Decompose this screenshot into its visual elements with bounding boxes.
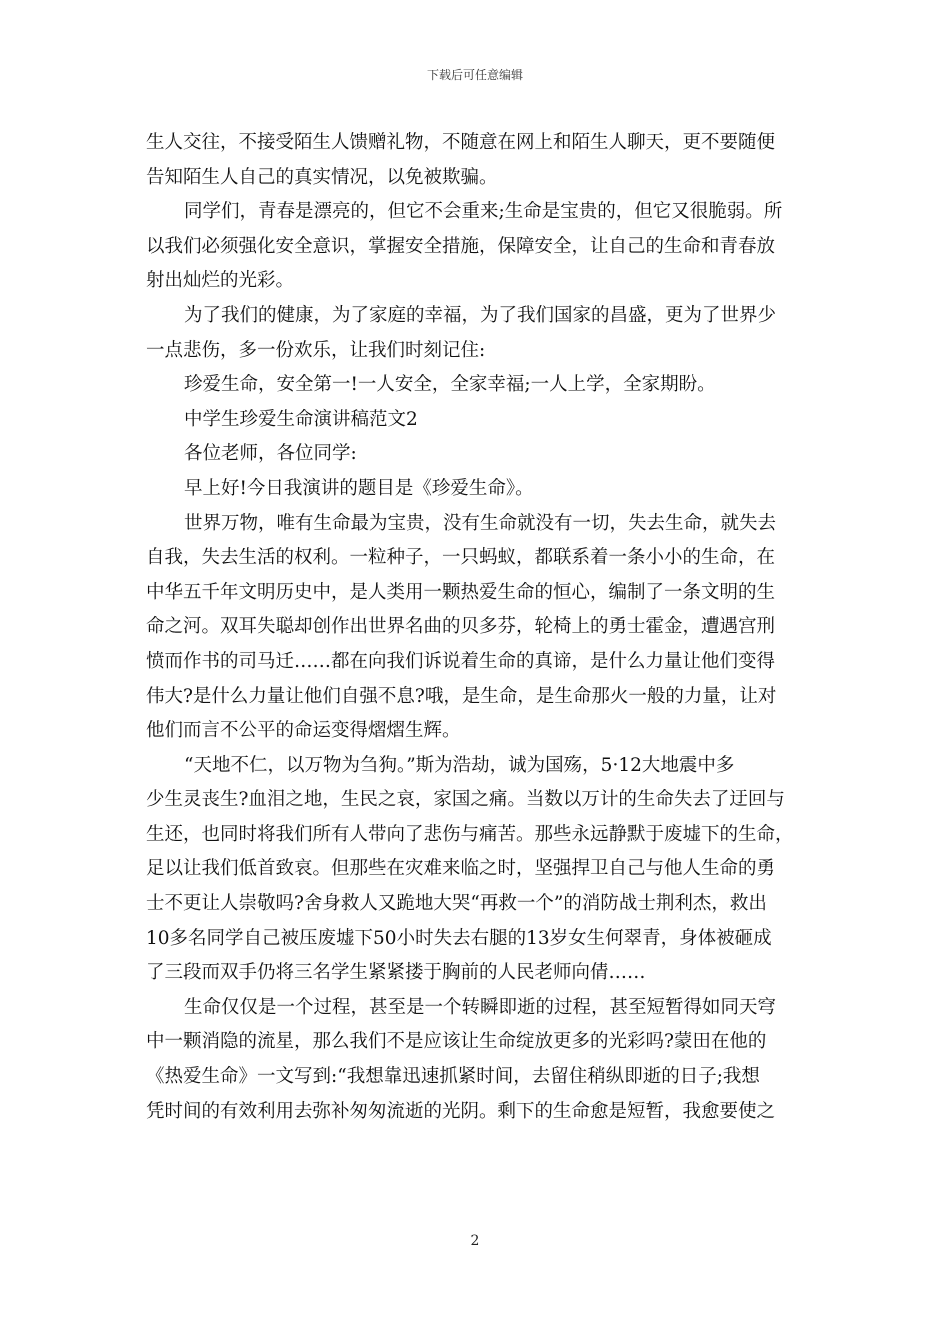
text-line: 命之河。双耳失聪却创作出世界名曲的贝多芬，轮椅上的勇士霍金，遭遇宫刑: [146, 616, 776, 638]
paragraph-start-line: “天地不仁，以万物为刍狗。”斯为浩劫，诚为国殇，5·12大地震中多: [184, 754, 735, 776]
text-line: 足以让我们低首致哀。但那些在灾难来临之时，坚强捍卫自己与他人生命的勇: [146, 858, 776, 880]
text-line: 中一颗消隐的流星，那么我们不是应该让生命绽放更多的光彩吗?蒙田在他的: [146, 1031, 767, 1053]
text-line: 以我们必须强化安全意识，掌握安全措施，保障安全，让自己的生命和青春放: [146, 235, 776, 257]
text-line: 射出灿烂的光彩。: [146, 270, 295, 292]
salutation-line: 各位老师，各位同学:: [184, 443, 357, 465]
text-line: 告知陌生人自己的真实情况，以免被欺骗。: [146, 166, 498, 188]
text-line: 自我，失去生活的权利。一粒种子，一只蚂蚁，都联系着一条小小的生命，在: [146, 547, 776, 569]
paragraph-start-line: 生命仅仅是一个过程，甚至是一个转瞬即逝的过程，甚至短暂得如同天穹: [184, 996, 777, 1018]
text-line: 《热爱生命》一文写到:“我想靠迅速抓紧时间，去留住稍纵即逝的日子;我想: [146, 1066, 760, 1088]
text-line: 中华五千年文明历史中，是人类用一颗热爱生命的恒心，编制了一条文明的生: [146, 581, 776, 603]
paragraph-start-line: 世界万物，唯有生命最为宝贵，没有生命就没有一切，失去生命，就失去: [184, 512, 777, 534]
text-line: 生人交往，不接受陌生人馈赠礼物，不随意在网上和陌生人聊天，更不要随便: [146, 132, 776, 153]
text-line: 了三段而双手仍将三名学生紧紧搂于胸前的人民老师向倩……: [146, 962, 646, 984]
text-line: 他们而言不公平的命运变得熠熠生辉。: [146, 720, 461, 742]
paragraph-start-line: 珍爱生命，安全第一!一人安全，全家幸福;一人上学，全家期盼。: [184, 374, 716, 396]
text-line: 愤而作书的司马迁……都在向我们诉说着生命的真谛，是什么力量让他们变得: [146, 650, 776, 672]
document-body: [146, 126, 808, 1129]
page-number: 2: [470, 1233, 480, 1249]
paragraph-start-line: 为了我们的健康，为了家庭的幸福，为了我们国家的昌盛，更为了世界少: [184, 304, 777, 326]
text-line: 生还，也同时将我们所有人带向了悲伤与痛苦。那些永远静默于废墟下的生命，: [146, 823, 794, 845]
text-line: 凭时间的有效利用去弥补匆匆流逝的光阴。剩下的生命愈是短暂，我愈要使之: [146, 1100, 776, 1122]
section-title: 中学生珍爱生命演讲稿范文2: [184, 408, 418, 430]
paragraph-start-line: 同学们，青春是漂亮的，但它不会重来;生命是宝贵的，但它又很脆弱。所: [184, 201, 783, 223]
paragraph-start-line: 早上好!今日我演讲的题目是《珍爱生命》。: [184, 477, 534, 499]
page-header: 下载后可任意编辑: [426, 68, 523, 82]
text-line: 一点悲伤，多一份欢乐，让我们时刻记住:: [146, 339, 486, 361]
text-line: 士不更让人崇敬吗?舍身救人又跪地大哭“再救一个”的消防战士荆利杰，救出: [146, 893, 767, 915]
text-line: 10多名同学自己被压废墟下50小时失去右腿的13岁女生何翠青，身体被砸成: [146, 927, 772, 949]
text-line: 伟大?是什么力量让他们自强不息?哦，是生命，是生命那火一般的力量，让对: [146, 685, 777, 707]
text-line: 少生灵丧生?血泪之地，生民之哀，家国之痛。当数以万计的生命失去了迂回与: [146, 789, 785, 811]
